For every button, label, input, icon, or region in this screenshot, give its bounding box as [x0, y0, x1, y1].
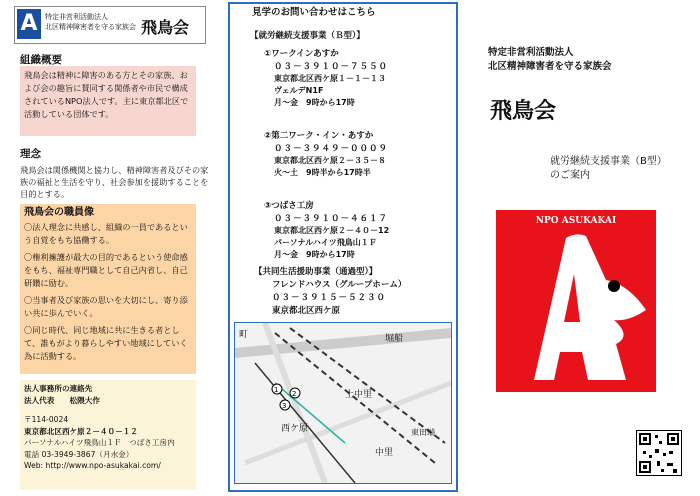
overview-title: 組織概要 — [20, 54, 62, 66]
staff-item: 〇権利擁護が最大の目的であるという使命感をもち、福祉専門職として自己内省し、自己研鑽に励む。 — [24, 252, 188, 288]
map-label: 西ケ原 — [281, 424, 309, 434]
overview-text: 飛鳥会は精神に障害のある方とその家族、および会の趣旨に賛同する関係者や市民で構成されているNPO法人です。主に東京都北区で活動している団体です。 — [20, 66, 196, 136]
left-panel — [0, 0, 222, 496]
map-drawing — [235, 323, 451, 483]
staff-item: 〇当事者及び家族の思いを大切にし、寄り添い共に歩んでいく。 — [24, 295, 188, 318]
qr-code-icon — [636, 430, 682, 476]
header-line1: 特定非営利活動法人 — [45, 13, 108, 21]
header-line2: 北区精神障害者を守る家族会 — [45, 23, 136, 31]
place-address: 東京都北区西ケ原２－３５－８ — [274, 156, 386, 165]
group-home-tel: ０３－３９１５－５２３０ — [272, 293, 387, 303]
cover-subtitle: 就労継続支援事業（B型） — [550, 156, 667, 167]
contact-web-link[interactable]: Web: http://www.npo-asukakai.com/ — [24, 461, 161, 470]
section-group-home: 【共同生活援助事業（通過型）】 — [254, 267, 378, 277]
contact-building: パーソナルハイツ飛鳥山１Ｆ つばさ工房内 — [24, 438, 175, 447]
place-hours: 月～金 9時から17時 — [274, 98, 355, 107]
middle-panel — [228, 0, 464, 496]
group-home-address: 東京都北区西ケ原 — [272, 306, 341, 316]
map-label: 堀船 — [385, 334, 404, 344]
right-panel — [470, 0, 700, 496]
place-building: パーソナルハイツ飛鳥山１Ｆ — [274, 238, 377, 247]
map-label: 中里 — [375, 448, 394, 458]
inquiry-title: 見学のお問い合わせはこちら — [252, 7, 376, 18]
place-building: ヴェルデN1F — [274, 86, 324, 95]
map-label: 町 — [239, 330, 249, 340]
svg-text:3: 3 — [282, 402, 287, 410]
contact-zip: 〒114-0024 — [24, 415, 69, 424]
place-address: 東京都北区西ケ原２－４０－12 — [274, 226, 390, 235]
svg-text:2: 2 — [292, 390, 297, 398]
map-label: 上中里 — [345, 390, 373, 400]
group-home-name: フレンドハウス（グループホーム） — [272, 280, 407, 290]
place-address: 東京都北区西ケ原１－１－１３ — [274, 74, 386, 83]
cover-org-line2: 北区精神障害者を守る家族会 — [488, 61, 612, 72]
place-tel: ０３－３９４９－０００９ — [274, 144, 389, 154]
philosophy-title: 理念 — [20, 148, 41, 160]
place-name: ①ワークインあすか — [264, 49, 339, 59]
logo-a-shape-icon — [496, 210, 656, 392]
contact-tel: 電話 03-3949-3867（月水金） — [24, 449, 134, 459]
staff-item: 〇同じ時代、同じ地域に共に生きる者として、誰もがより暮らしやすい地域にしていく為に活動する。 — [24, 325, 188, 361]
map-label: 東田端 — [411, 428, 435, 437]
contact-title: 法人事務所の連絡先 — [24, 384, 93, 393]
header-org-name: 飛鳥会 — [141, 18, 190, 37]
place-tel: ０３－３９１０－４６１７ — [274, 214, 389, 224]
contact-box — [20, 380, 196, 490]
cover-title: 飛鳥会 — [490, 99, 557, 124]
place-hours: 火～土 9時半から17時半 — [274, 168, 371, 177]
asukakai-logo — [496, 210, 656, 392]
place-hours: 月～金 9時から17時 — [274, 250, 355, 259]
org-header-logo — [14, 6, 206, 44]
place-tel: ０３－３９１０－７５５０ — [274, 62, 389, 72]
staff-item: 〇法人理念に共感し、組織の一員であるという自覚をもち協働する。 — [24, 222, 188, 245]
contact-rep: 法人代表 松隈大作 — [24, 395, 100, 405]
place-name: ②第二ワーク・イン・あすか — [264, 131, 374, 141]
svg-text:1: 1 — [274, 386, 279, 394]
staff-box — [20, 204, 196, 374]
section-b-type: 【就労継続支援事業（Ｂ型）】 — [250, 31, 365, 41]
logo-text: NPO ASUKAKAI — [535, 216, 617, 226]
place-name: ③つばさ工房 — [264, 201, 314, 211]
contact-address: 東京都北区西ケ原２－４０－１２ — [24, 426, 138, 436]
org-logo-icon: A — [17, 9, 41, 39]
cover-org-line1: 特定非営利活動法人 — [488, 47, 574, 58]
cover-subtitle-2: のご案内 — [550, 170, 590, 181]
philosophy-text: 飛鳥会は関係機関と協力し、精神障害者及びその家族の福祉と生活を守り、社会参加を援助することを目的とする。 — [20, 165, 209, 199]
staff-title: 飛鳥会の職員像 — [24, 207, 94, 218]
area-map — [234, 322, 452, 484]
